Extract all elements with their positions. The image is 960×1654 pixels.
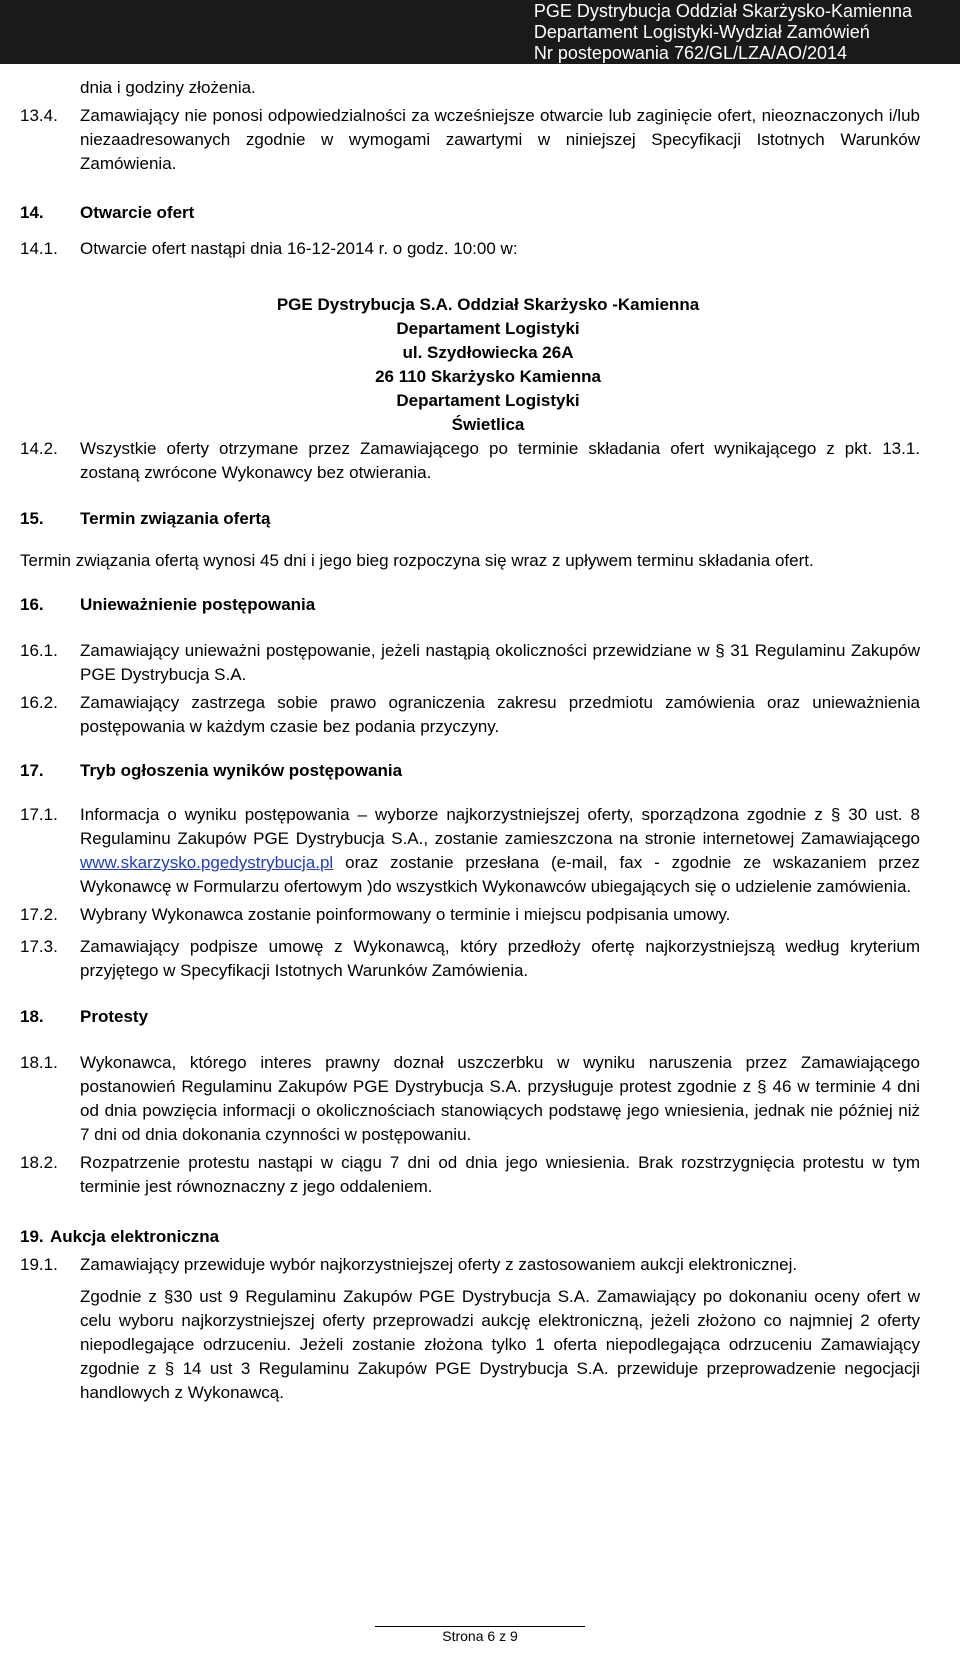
- clause-text: Rozpatrzenie protestu nastąpi w ciągu 7 dni od dnia jego wniesienia. Brak rozstrzygnięcia protestu w tym terminie jest równoznaczny z jego oddaleniem.: [80, 1153, 920, 1196]
- footer-divider: [375, 1626, 585, 1627]
- section-15-heading: [20, 507, 920, 531]
- clause-number: 14.1.: [20, 239, 58, 258]
- clause-number: 17.1.: [20, 805, 58, 824]
- clause-text: Zamawiający unieważni postępowanie, jeżeli nastąpią okoliczności przewidziane w § 31 Regulaminu Zakupów PGE Dystrybucja S.A.: [80, 641, 920, 684]
- address-line: Departament Logistyki: [396, 319, 580, 338]
- address-line: 26 110 Skarżysko Kamienna: [375, 367, 601, 386]
- section-14-heading: [20, 201, 920, 225]
- clause-text: Wybrany Wykonawca zostanie poinformowany o terminie i miejscu podpisania umowy.: [80, 905, 731, 924]
- website-link[interactable]: www.skarzysko.pgedystrybucja.pl: [80, 853, 334, 872]
- section-title: Aukcja elektroniczna: [50, 1227, 220, 1246]
- address-line: Departament Logistyki: [396, 391, 580, 410]
- clause-number: 16.1.: [20, 641, 58, 660]
- header-line-procedure-number: Nr postepowania 762/GL/LZA/AO/2014: [533, 43, 848, 63]
- clause-16-2: [20, 691, 920, 739]
- page-header: [0, 0, 960, 64]
- clause-14-1: [20, 237, 920, 261]
- section-title: Unieważnienie postępowania: [80, 595, 316, 614]
- clause-number: 17.2.: [20, 905, 58, 924]
- clause-text: Zamawiający zastrzega sobie prawo ograniczenia zakresu przedmiotu zamówienia oraz unieważnienia postępowania w każdym czasie bez podania przyczyny.: [80, 693, 920, 736]
- clause-text: Otwarcie ofert nastąpi dnia 16-12-2014 r. o godz. 10:00 w:: [80, 239, 518, 258]
- clause-14-2: [20, 437, 920, 485]
- clause-17-3: [20, 935, 920, 983]
- section-title: Termin związania ofertą: [80, 509, 271, 528]
- clause-16-1: [20, 639, 920, 687]
- address-line: Świetlica: [451, 415, 525, 434]
- section-number: 15.: [20, 509, 44, 528]
- clause-18-1: [20, 1051, 920, 1147]
- section-number: 17.: [20, 761, 44, 780]
- clause-number: 19.1.: [20, 1255, 58, 1274]
- section-17-heading: [20, 759, 920, 783]
- section-16-heading: [20, 593, 920, 617]
- section-number: 14.: [20, 203, 44, 222]
- clause-text: Zamawiający przewiduje wybór najkorzystniejszej oferty z zastosowaniem aukcji elektronicznej.: [80, 1255, 798, 1274]
- clause-19-1: [20, 1253, 920, 1277]
- section-title: Otwarcie ofert: [80, 203, 195, 222]
- clause-text: [80, 803, 920, 899]
- section-19-heading: [20, 1225, 920, 1249]
- section-number: 19.: [20, 1227, 44, 1246]
- clause-text: Zgodnie z §30 ust 9 Regulaminu Zakupów PGE Dystrybucja S.A. Zamawiający po dokonaniu oceny ofert w celu wyboru najkorzystniejszej oferty przeprowadzi aukcję elektroniczną, jeżeli złożono co najmniej 2 oferty niepodlegające odrzuceniu. Jeżeli zostanie złożona tylko 1 oferta niepodlegająca odrzuceniu Zamawiający zgodnie z § 14 ust 3 Regulaminu Zakupów PGE Dystrybucja S.A. przewiduje przeprowadzenie negocjacji handlowych z Wykonawcą.: [80, 1287, 920, 1402]
- clause-17-2: [20, 903, 920, 927]
- header-text: [534, 0, 912, 64]
- s13-cont-text: dnia i godziny złożenia.: [80, 78, 256, 97]
- section-title: Protesty: [80, 1007, 149, 1026]
- clause-number: 18.2.: [20, 1153, 58, 1172]
- clause-text: Zamawiający podpisze umowę z Wykonawcą, który przedłoży ofertę najkorzystniejszą według kryterium przyjętego w Specyfikacji Istotnych Warunków Zamówienia.: [80, 937, 920, 980]
- section-15-body: Termin związania ofertą wynosi 45 dni i jego bieg rozpoczyna się wraz z upływem terminu składania ofert.: [20, 551, 814, 570]
- clause-number: 17.3.: [20, 937, 58, 956]
- clause-text-part: oraz zostanie przesłana (e-mail, fax - zgodnie ze wskazaniem przez Wykonawcę w Formularzu ofertowym )do wszystkich Wykonawców ubiegających się o udzielenie zamówienia.: [80, 853, 920, 896]
- clause-number: 18.1.: [20, 1053, 58, 1072]
- section-number: 16.: [20, 595, 44, 614]
- header-line-department: Departament Logistyki-Wydział Zamówień: [533, 22, 870, 42]
- header-line-company: PGE Dystrybucja Oddział Skarżysko-Kamienna: [533, 1, 912, 21]
- section-title: Tryb ogłoszenia wyników postępowania: [80, 761, 403, 780]
- clause-number: 16.2.: [20, 693, 58, 712]
- clause-13-4: [20, 104, 920, 176]
- clause-text: Zamawiający nie ponosi odpowiedzialności za wcześniejsze otwarcie lub zaginięcie ofert, nieoznaczonych i/lub niezaadresowanych zgodnie w wymogami zawartymi w niniejszej Specyfikacji Istotnych Warunków Zamówienia.: [80, 106, 920, 173]
- address-line: PGE Dystrybucja S.A. Oddział Skarżysko -Kamienna: [276, 295, 700, 314]
- section-number: 18.: [20, 1007, 44, 1026]
- opening-address-block: [20, 293, 920, 437]
- s13-continuation: [20, 76, 920, 100]
- clause-number: 14.2.: [20, 439, 58, 458]
- document-body: [20, 76, 920, 1405]
- section-18-heading: [20, 1005, 920, 1029]
- clause-18-2: [20, 1151, 920, 1199]
- address-line: ul. Szydłowiecka 26A: [402, 343, 574, 362]
- clause-17-1: [20, 803, 920, 899]
- clause-text-part: Informacja o wyniku postępowania – wyborze najkorzystniejszej oferty, sporządzona zgodnie z § 30 ust. 8 Regulaminu Zakupów PGE Dystrybucja S.A., zostanie zamieszczona na stronie internetowej Zamawiającego: [80, 805, 920, 848]
- clause-text: Wszystkie oferty otrzymane przez Zamawiającego po terminie składania ofert wynikającego z pkt. 13.1. zostaną zwrócone Wykonawcy bez otwierania.: [80, 439, 920, 482]
- clause-number: 13.4.: [20, 106, 58, 125]
- clause-text: Wykonawca, którego interes prawny doznał uszczerbku w wyniku naruszenia przez Zamawiającego postanowień Regulaminu Zakupów PGE Dystrybucja S.A. przysługuje protest zgodnie z § 46 w terminie 4 dni od dnia powzięcia informacji o okolicznościach stanowiących podstawę jego wniesienia, jednak nie później niż 7 dni od dnia dokonania czynności w postępowaniu.: [80, 1053, 920, 1144]
- page-number: Strona 6 z 9: [442, 1628, 518, 1644]
- clause-19-1-paragraph: [20, 1285, 920, 1405]
